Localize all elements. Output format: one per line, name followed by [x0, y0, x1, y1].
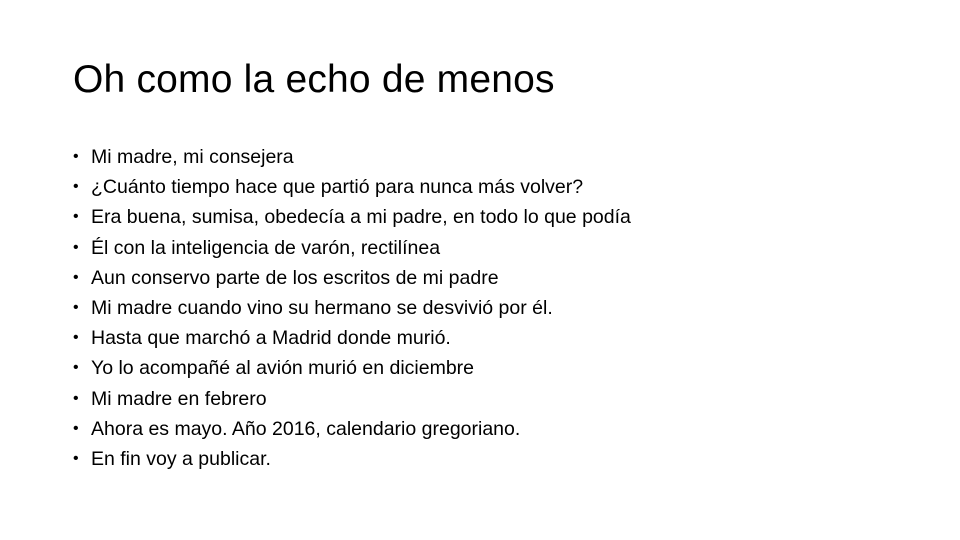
bullet-dot-icon: •	[73, 178, 79, 196]
bullet-dot-icon: •	[73, 419, 79, 437]
bullet-dot-icon: •	[73, 148, 79, 165]
bullet-dot-icon: •	[73, 208, 79, 226]
bullet-text: Ahora es mayo. Año 2016, calendario gregoriano.	[91, 417, 521, 440]
bullet-text: Mi madre en febrero	[91, 387, 267, 410]
bullet-text: Él con la inteligencia de varón, rectilínea	[91, 236, 441, 259]
bullet-text: Mi madre, mi consejera	[91, 146, 294, 168]
bullet-dot-icon: •	[73, 298, 79, 316]
slide-title: Oh como la echo de menos	[73, 58, 555, 101]
bullet-text: Aun conservo parte de los escritos de mi padre	[91, 266, 499, 289]
bullet-dot-icon: •	[73, 389, 79, 407]
bullet-text: En fin voy a publicar.	[91, 447, 271, 470]
bullet-text: Hasta que marchó a Madrid donde murió.	[91, 327, 451, 350]
bullet-text: Yo lo acompañé al avión murió en diciembre	[91, 357, 475, 380]
bullet-dot-icon: •	[73, 449, 79, 467]
bullet-text: ¿Cuánto tiempo hace que partió para nunca más volver?	[91, 176, 584, 199]
bullet-text: Era buena, sumisa, obedecía a mi padre, en todo lo que podía	[91, 206, 631, 229]
bullet-dot-icon: •	[73, 329, 79, 347]
bullet-dot-icon: •	[73, 359, 79, 377]
bullet-dot-icon: •	[73, 268, 79, 286]
bullet-text: Mi madre cuando vino su hermano se desvivió por él.	[91, 296, 553, 319]
bullet-dot-icon: •	[73, 238, 79, 256]
